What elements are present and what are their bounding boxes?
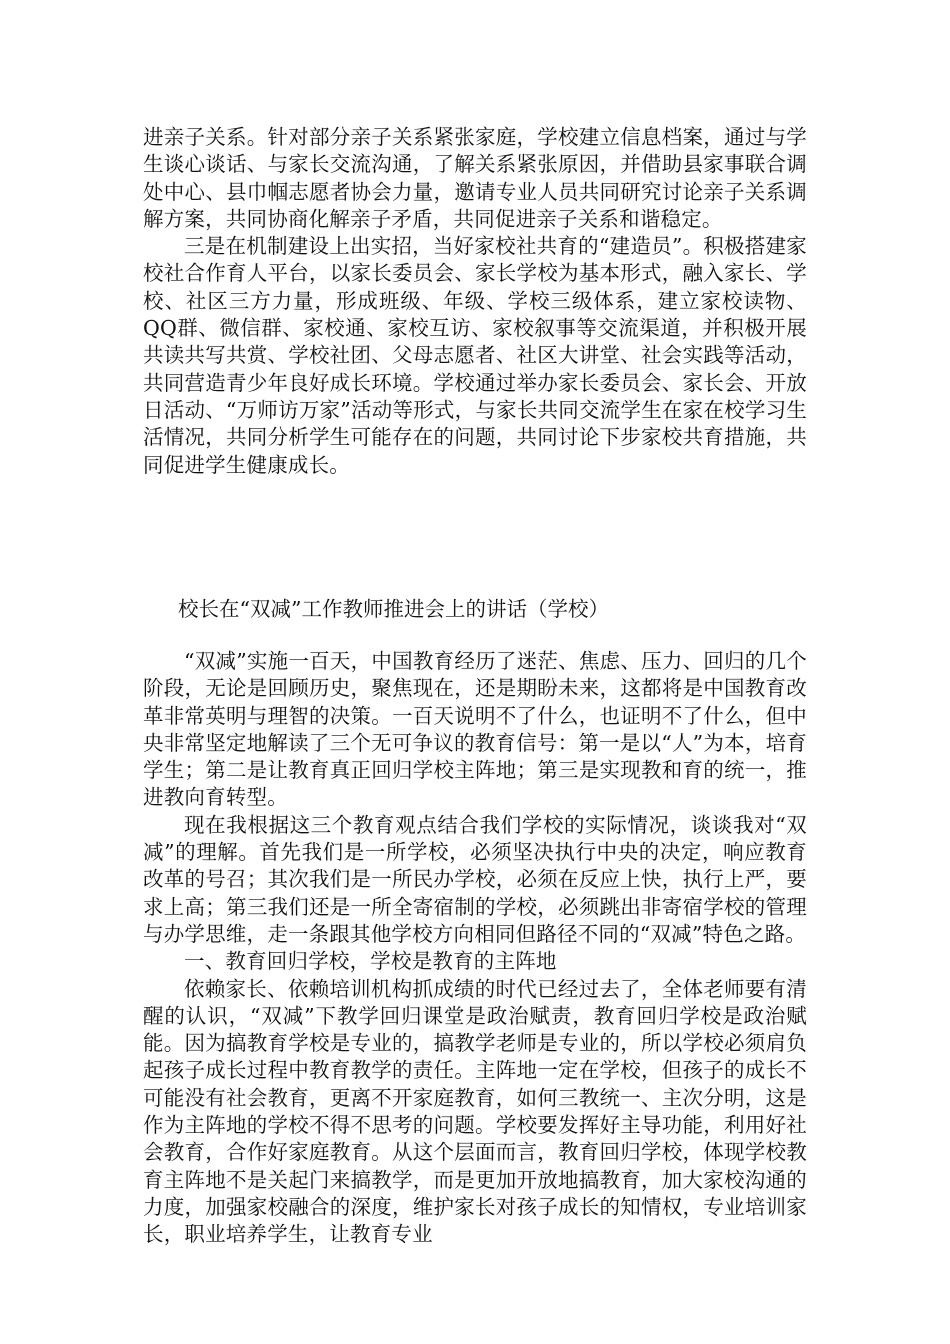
continuation-text [143,124,807,479]
paragraph: 现在我根据这三个教育观点结合我们学校的实际情况，谈谈我对“双减”的理解。首先我们是一所学校，必须坚决执行中央的决定，响应教育改革的号召；其次我们是一所民办学校，必须在反应上快，执行上严，要求上高；第三我们还是一所全寄宿制的学校，必须跳出非寄宿学校的管理与办学思维，走一条跟其他学校方向相同但路径不同的“双减”特色之路。 [143,812,807,946]
paragraph: 三是在机制建设上出实招，当好家校社共育的“建造员”。积极搭建家校社合作育人平台，以家长委员会、家长学校为基本形式，融入家长、学校、社区三方力量，形成班级、年级、学校三级体系，建立家校读物、QQ群、微信群、家校通、家校互访、家校叙事等交流渠道，并积极开展共读共写共赏、学校社团、父母志愿者、社区大讲堂、社会实践等活动，共同营造青少年良好成长环境。学校通过举办家长委员会、家长会、开放日活动、“万师访万家”活动等形式，与家长共同交流学生在家在校学习生活情况，共同分析学生可能存在的问题，共同讨论下步家校共育措施，共同促进学生健康成长。 [143,234,807,477]
section-heading: 一、教育回归学校，学校是教育的主阵地 [184,949,557,974]
speech-body [143,648,807,1249]
paragraph: 进亲子关系。针对部分亲子关系紧张家庭，学校建立信息档案，通过与学生谈心谈话、与家长交流沟通，了解关系紧张原因，并借助县家事联合调处中心、县巾帼志愿者协会力量，邀请专业人员共同研究讨论亲子关系调解方案，共同协商化解亲子矛盾，共同促进亲子关系和谐稳定。 [143,125,807,231]
paragraph: “双减”实施一百天，中国教育经历了迷茫、焦虑、压力、回归的几个阶段，无论是回顾历史，聚焦现在，还是期盼未来，这都将是中国教育改革非常英明与理智的决策。一百天说明不了什么，也证明不了什么，但中央非常坚定地解读了三个无可争议的教育信号：第一是以“人”为本，培育学生；第二是让教育真正回归学校主阵地；第三是实现教和育的统一，推进教向育转型。 [143,649,807,810]
speech-title: 校长在“双减”工作教师推进会上的讲话（学校） [178,597,609,621]
paragraph: 依赖家长、依赖培训机构抓成绩的时代已经过去了，全体老师要有清醒的认识，“双减”下教学回归课堂是政治赋责，教育回归学校是政治赋能。因为搞教育学校是专业的，搞教学老师是专业的，所以学校必须肩负起孩子成长过程中教育教学的责任。主阵地一定在学校，但孩子的成长不可能没有社会教育，更离不开家庭教育，如何三教统一、主次分明，这是作为主阵地的学校不得不思考的问题。学校要发挥好主导功能，利用好社会教育，合作好家庭教育。从这个层面而言，教育回归学校，体现学校教育主阵地不是关起门来搞教学，而是更加开放地搞教育，加大家校沟通的力度，加强家校融合的深度，维护家长对孩子成长的知情权，专业培训家长，职业培养学生，让教育专业 [143,976,807,1247]
